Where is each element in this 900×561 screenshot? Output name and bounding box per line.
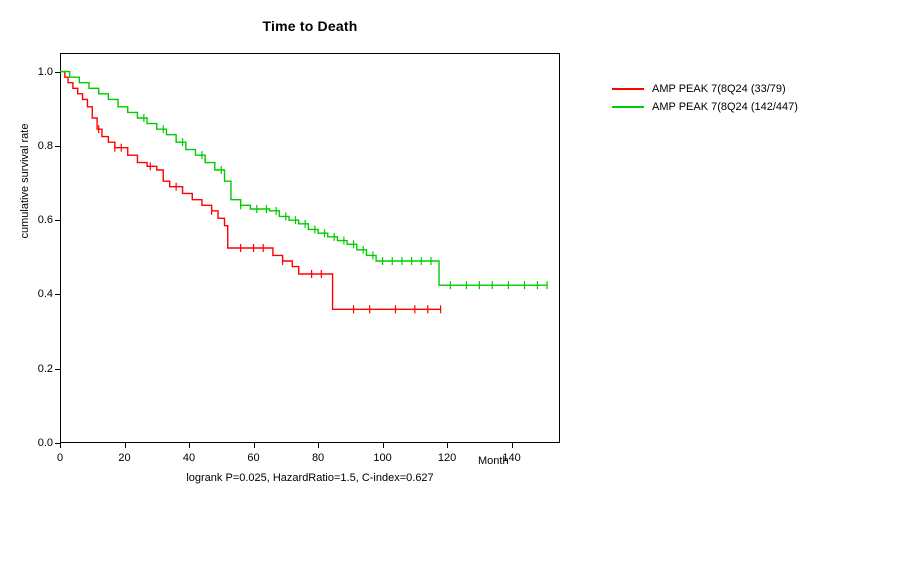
legend [612, 80, 798, 116]
survival-curves [60, 53, 560, 443]
x-axis-tick [512, 443, 513, 448]
y-axis-tick [55, 72, 60, 73]
y-axis-tick-label: 0.2 [37, 362, 53, 375]
x-axis-tick [189, 443, 190, 448]
x-axis-title: Month [478, 455, 509, 467]
censor-marks-series-1 [144, 114, 547, 289]
y-axis-tick [55, 369, 60, 370]
x-axis-tick [254, 443, 255, 448]
y-axis-tick-label: 0.0 [37, 437, 53, 449]
y-axis-tick-label: 0.4 [37, 288, 53, 301]
y-axis-tick [55, 146, 60, 147]
chart-title: Time to Death [262, 18, 358, 34]
x-axis-tick-label: 0 [56, 452, 64, 464]
legend-label-series-1: AMP PEAK 7(8Q24 (142/447) [652, 101, 798, 113]
legend-item [612, 98, 798, 116]
y-axis-tick-label: 0.6 [37, 214, 53, 227]
x-axis-tick-label: 140 [502, 452, 521, 464]
curve-series-1 [60, 72, 547, 286]
x-axis-tick-label: 60 [247, 452, 260, 464]
legend-swatch-series-0 [612, 88, 644, 90]
legend-swatch-series-1 [612, 106, 644, 108]
chart-annotation: logrank P=0.025, HazardRatio=1.5, C-index=0.627 [186, 472, 434, 484]
x-axis-tick [125, 443, 126, 448]
x-axis-tick-label: 40 [182, 452, 196, 464]
curve-series-0 [60, 72, 441, 310]
x-axis-tick [318, 443, 319, 448]
x-axis-tick [60, 443, 61, 448]
legend-item [612, 80, 798, 98]
x-axis-tick [383, 443, 384, 448]
x-axis-tick-label: 80 [311, 452, 325, 464]
x-axis-tick-label: 20 [118, 452, 131, 464]
censor-marks-series-0 [99, 125, 441, 313]
legend-label-series-0: AMP PEAK 7(8Q24 (33/79) [652, 83, 786, 95]
x-axis-tick-label: 100 [373, 452, 392, 464]
x-axis-tick [447, 443, 448, 448]
y-axis-tick-label: 0.8 [37, 139, 53, 152]
y-axis-tick [55, 220, 60, 221]
x-axis-tick-label: 120 [437, 452, 457, 464]
y-axis-title: cumulative survival rate [19, 123, 31, 239]
y-axis-tick-label: 1.0 [37, 65, 53, 78]
y-axis-tick [55, 294, 60, 295]
